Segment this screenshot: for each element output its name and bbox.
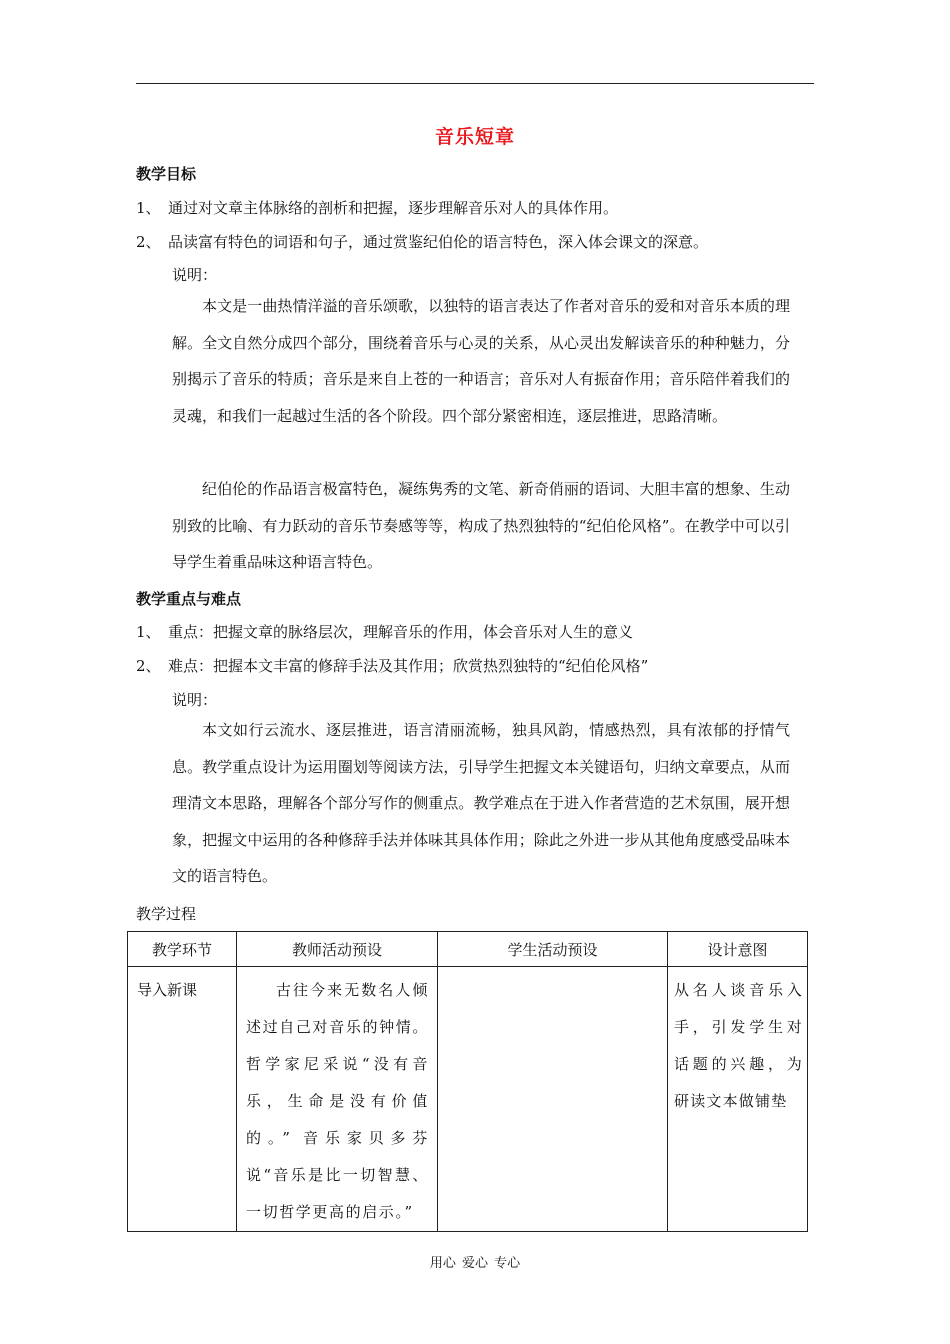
list-number: 2、 xyxy=(136,657,161,675)
cell-teacher xyxy=(237,967,438,1232)
cell-stage xyxy=(128,967,237,1232)
objective-item-2 xyxy=(136,231,708,252)
key-points-paragraph: 本文如行云流水、逐层推进，语言清丽流畅，独具风韵，情感热烈，具有浓郁的抒情气息。教学重点设计为运用圈划等阅读方法，引导学生把握文本关键语句，归纳文章要点，从而理清文本思路，理解各个部分写作的侧重点。教学难点在于进入作者营造的艺术氛围，展开想象，把握文中运用的各种修辞手法并体味其具体作用；除此之外进一步从其他角度感受品味本文的语言特色。 xyxy=(172,721,790,885)
page-footer: 用心 爱心 专心 xyxy=(429,1256,521,1271)
lesson-process-table xyxy=(127,931,808,1232)
cell-student xyxy=(438,967,668,1232)
objectives-paragraph-1: 本文是一曲热情洋溢的音乐颂歌，以独特的语言表达了作者对音乐的爱和对音乐本质的理解。全文自然分成四个部分，围绕着音乐与心灵的关系，从心灵出发解读音乐的种种魅力，分别揭示了音乐的特质；音乐是来自上苍的一种语言；音乐对人有振奋作用；音乐陪伴着我们的灵魂，和我们一起越过生活的各个阶段。四个部分紧密相连，逐层推进，思路清晰。 xyxy=(172,297,790,425)
process-heading: 教学过程 xyxy=(136,905,197,923)
column-header-stage: 教学环节 xyxy=(128,932,237,967)
list-text: 难点：把握本文丰富的修辞手法及其作用；欣赏热烈独特的“纪伯伦风格” xyxy=(168,657,649,675)
list-text: 通过对文章主体脉络的剖析和把握，逐步理解音乐对人的具体作用。 xyxy=(168,199,619,217)
table-header-row xyxy=(128,932,808,967)
key-point-item-1 xyxy=(136,621,633,642)
objectives-heading: 教学目标 xyxy=(136,165,197,183)
list-text: 重点：把握文章的脉络层次，理解音乐的作用，体会音乐对人生的意义 xyxy=(168,623,634,641)
key-points-note-label: 说明： xyxy=(172,691,218,709)
list-number: 2、 xyxy=(136,233,161,251)
page-title: 音乐短章 xyxy=(434,126,515,148)
teacher-text: 古往今来无数名人倾述过自己对音乐的钟情。哲学家尼采说“没有音乐，生命是没有价值的。” 音乐家贝多芬说“音乐是比一切智慧、一切哲学更高的启示。” xyxy=(246,981,429,1221)
list-number: 1、 xyxy=(136,623,161,641)
objective-item-1 xyxy=(136,197,618,218)
table-row xyxy=(128,967,808,1232)
column-header-student: 学生活动预设 xyxy=(438,932,668,967)
list-text: 品读富有特色的词语和句子，通过赏鉴纪伯伦的语言特色，深入体会课文的深意。 xyxy=(168,233,709,251)
student-text xyxy=(438,967,667,972)
list-number: 1、 xyxy=(136,199,161,217)
key-point-item-2 xyxy=(136,655,648,676)
stage-text: 导入新课 xyxy=(137,981,198,999)
header-rule xyxy=(136,83,814,84)
objectives-note-label: 说明： xyxy=(172,266,218,284)
column-header-teacher: 教师活动预设 xyxy=(237,932,438,967)
cell-intent xyxy=(668,967,808,1232)
column-header-intent: 设计意图 xyxy=(668,932,808,967)
key-points-heading: 教学重点与难点 xyxy=(136,590,242,608)
intent-text: 从名人谈音乐入手，引发学生对话题的兴趣，为研读文本做铺垫 xyxy=(674,981,803,1110)
objectives-paragraph-2: 纪伯伦的作品语言极富特色，凝练隽秀的文笔、新奇俏丽的语词、大胆丰富的想象、生动别致的比喻、有力跃动的音乐节奏感等等，构成了热烈独特的“纪伯伦风格”。在教学中可以引导学生着重品味这种语言特色。 xyxy=(172,480,790,571)
